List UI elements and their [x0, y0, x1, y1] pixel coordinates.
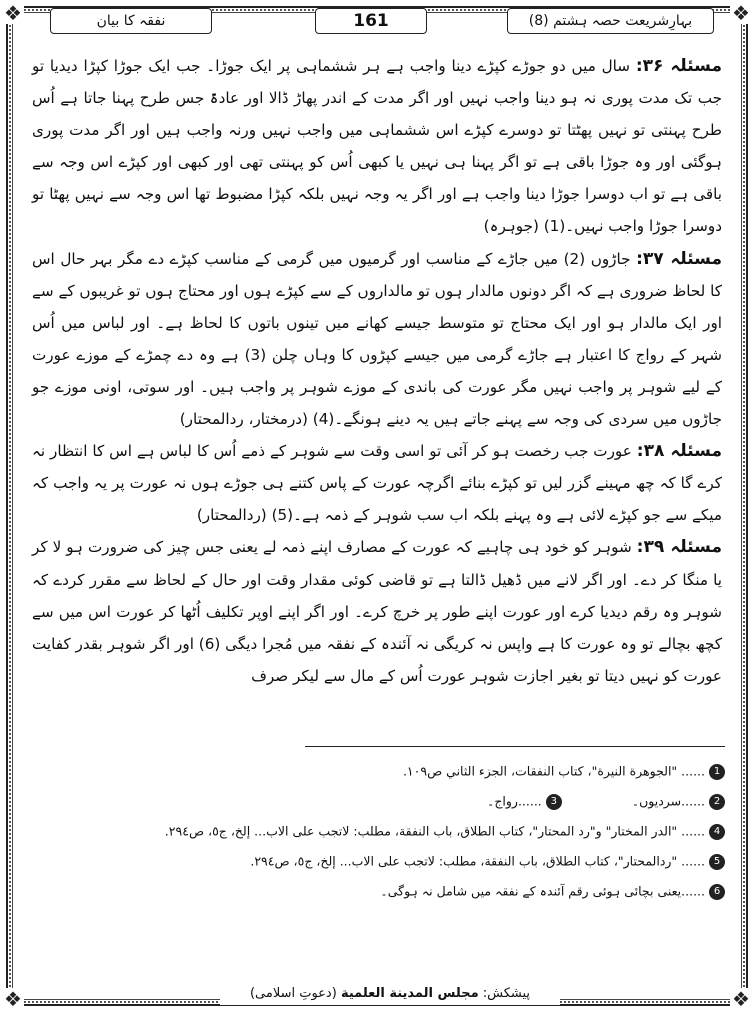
- footnote-number: 1: [709, 764, 725, 780]
- masala-39: [32, 531, 722, 691]
- footnote-number: 6: [709, 884, 725, 900]
- masala-38: [32, 435, 722, 531]
- masala-label: مسئلہ ۳۸:: [636, 441, 723, 462]
- publisher-suffix: (دعوتِ اسلامی): [249, 986, 337, 1001]
- publisher-name: مجلس المدينة العلمية: [340, 986, 479, 1001]
- chapter-title: نفقہ کا بیان: [50, 8, 212, 34]
- footnote-2-3: [40, 786, 725, 816]
- footnote-text: ...... "الجوهرة النيرة"، كتاب النفقات، الجزء الثاني ص١٠٩.: [402, 763, 705, 779]
- footnote-text: ......یعنی بچائی ہوئی رقم آئندہ کے نفقہ میں شامل نہ ہوگی۔: [380, 883, 705, 899]
- footnote-text: ......سردیوں۔: [631, 793, 705, 809]
- footnote-5: [40, 846, 725, 876]
- footnote-divider: [305, 746, 725, 747]
- footnote-number: 4: [709, 824, 725, 840]
- footnote-4: [40, 816, 725, 846]
- page-header: [20, 8, 734, 34]
- footnote-number: 3: [546, 794, 562, 810]
- footnote-text: ...... "ردالمحتار"، كتاب الطلاق، باب النفقة، مطلب: لاتجب على الاب... إلخ، ج٥، ص٢٩٤.: [250, 853, 705, 869]
- book-title: بہارِشریعت حصہ ہشتم (8): [507, 8, 714, 34]
- corner-ornament-icon: ❖: [730, 988, 752, 1010]
- footnote-text: ......رواج۔: [487, 793, 542, 809]
- footnotes: [40, 756, 725, 906]
- masala-37: [32, 243, 722, 436]
- footnote-6: [40, 876, 725, 906]
- masala-text: شوہر کو خود ہی چاہیے کہ عورت کے مصارف اپنے ذمہ لے یعنی جس چیز کی ضرورت ہو لا کر یا منگا کر دے۔ اور اگر لانے میں ڈھیل ڈالتا ہے تو قاضی کوئی مقدار وقت اور حال کے لحاظ سے مقرر کردے کہ شوہر وہ رقم دیدیا کرے اور عورت اپنے طور پر خرچ کرے۔ اور اگر اپنے اوپر تکلیف اُٹھا کر عورت اس میں سے کچھ بچالے تو وہ عورت کا ہے واپس نہ کریگی نہ آئندہ کے نفقہ میں مُجرا دیگی (6) اور اگر شوہر بقدر کفایت عورت کو نہیں دیتا تو بغیر اجازت شوہر عورت اُس کے مال سے لیکر صرف: [32, 538, 722, 685]
- footnote-1: [40, 756, 725, 786]
- footnote-number: 2: [709, 794, 725, 810]
- corner-ornament-icon: ❖: [2, 2, 24, 24]
- corner-ornament-icon: ❖: [2, 988, 24, 1010]
- masala-36: [32, 50, 722, 243]
- masala-text: جاڑوں (2) میں جاڑے کے مناسب اور گرمیوں میں گرمی کے مناسب کپڑے دے مگر بہر حال اس کا لحاظ ضروری ہے کہ اگر دونوں مالدار ہوں تو مالداروں کے سے کپڑے ہوں اور محتاج ہوں تو غریبوں کے سے اور ایک مالدار ہو اور ایک محتاج تو متوسط جیسے کھانے میں تینوں باتوں کا لحاظ ہے۔ اور لباس میں اُس شہر کے رواج کا اعتبار ہے جاڑے گرمی میں جیسے کپڑوں کا وہاں چلن (3) ہے وہ دے چمڑے کے موزے عورت کے لیے شوہر پر واجب نہیں مگر عورت کی باندی کے موزے شوہر پر واجب ہیں۔ اور سوتی، اونی موزے جو جاڑوں میں سردی کی وجہ سے پہنے جاتے ہیں یہ دینے ہونگے۔(4) (درمختار، ردالمحتار): [32, 249, 722, 429]
- masala-label: مسئلہ ۳۶:: [635, 56, 723, 76]
- footnote-text: ...... "الدر المختار" و"رد المحتار"، كتاب الطلاق، باب النفقة، مطلب: لاتجب على الاب... إلخ، ج٥، ص٢٩٤.: [164, 823, 705, 839]
- masala-text: عورت جب رخصت ہو کر آئی تو اسی وقت سے شوہر کے ذمے اُس کا لباس ہے اس کا انتظار نہ کرے گا کہ چھ مہینے گزر لیں تو کپڑے بنائے اگرچہ عورت کے پاس کتنے ہی جوڑے ہوں نہ عورت پر یہ واجب کہ میکے سے جو کپڑے لائی ہے وہ پہنے بلکہ اب سب شوہر کے ذمہ ہے۔(5) (ردالمحتار): [32, 442, 722, 525]
- footer-prefix: پیشکش:: [482, 986, 531, 1001]
- page-number: 161: [315, 8, 427, 34]
- footnote-number: 5: [709, 854, 725, 870]
- page-footer: [220, 983, 560, 1005]
- masala-label: مسئلہ ۳۹:: [636, 537, 722, 558]
- masala-label: مسئلہ ۳۷:: [636, 248, 722, 269]
- main-text: [32, 50, 722, 692]
- corner-ornament-icon: ❖: [730, 2, 752, 24]
- masala-text: سال میں دو جوڑے کپڑے دینا واجب ہے ہر ششماہی پر ایک جوڑا۔ جب ایک جوڑا کپڑا دیدیا تو جب تک مدت پوری نہ ہو دینا واجب نہیں اور اگر مدت کے اندر پھاڑ ڈالا اور عادۃً جس طرح پہنا جاتا ہے اُس طرح پہنتی تو نہیں پھٹتا تو دوسرے کپڑے اس ششماہی میں واجب نہیں ورنہ واجب ہیں اور اگر مدت پوری ہوگئی اور وہ جوڑا باقی ہے تو اگر پہنا ہی نہیں یا کبھی اُس کو پہنتی تھی اور کبھی اور کپڑے اس وجہ سے باقی ہے تو اب دوسرا جوڑا دینا واجب ہے اور اگر یہ وجہ نہیں بلکہ کپڑا مضبوط تھا اس وجہ سے نہیں پھٹا تو دوسرا جوڑا واجب نہیں۔(1) (جوہرہ): [32, 57, 722, 236]
